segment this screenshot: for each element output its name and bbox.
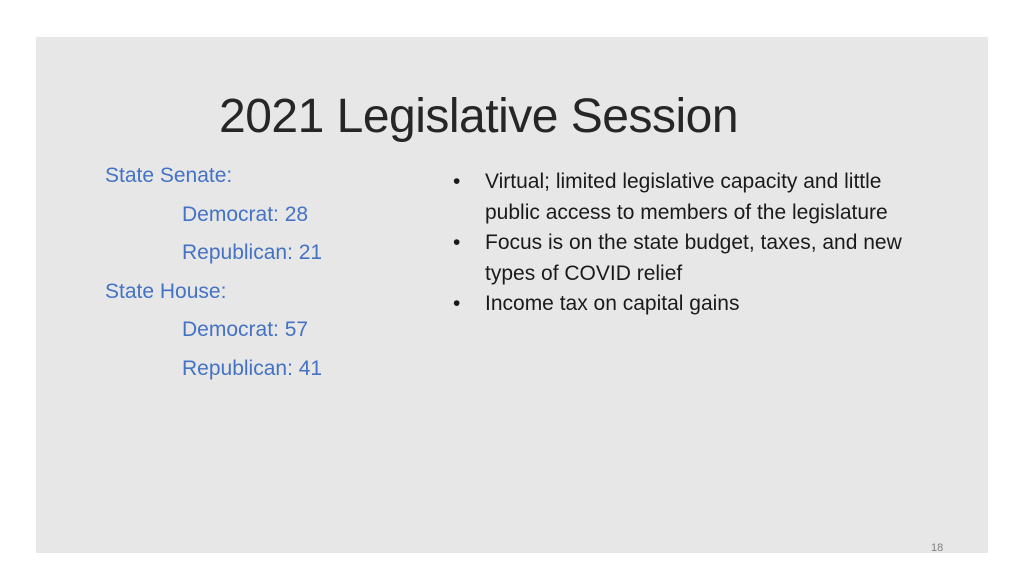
bullet-item <box>450 289 920 320</box>
bullet-dot-icon: • <box>453 170 461 193</box>
senate-democrat-count: Democrat: 28 <box>182 202 309 226</box>
bullet-text: Income tax on capital gains <box>485 292 740 315</box>
bullet-dot-icon: • <box>453 231 461 254</box>
bullet-text: Focus is on the state budget, taxes, and new types of COVID relief <box>485 231 902 285</box>
senate-republican-count: Republican: 21 <box>182 241 323 264</box>
bullet-item <box>450 228 920 289</box>
bullet-item <box>450 167 920 228</box>
house-republican-count: Republican: 41 <box>182 356 323 380</box>
house-democrat-count: Democrat: 57 <box>182 318 309 341</box>
slide <box>36 37 988 553</box>
senate-heading: State Senate: <box>105 164 233 187</box>
seat-counts <box>105 163 322 394</box>
house-heading: State House: <box>105 279 227 303</box>
page-number: 18 <box>931 542 944 554</box>
bullet-dot-icon: • <box>453 292 461 315</box>
bullet-text: Virtual; limited legislative capacity and little public access to members of the legislature <box>485 170 888 224</box>
session-bullet-list <box>450 167 920 320</box>
slide-title: 2021 Legislative Session <box>219 90 739 143</box>
